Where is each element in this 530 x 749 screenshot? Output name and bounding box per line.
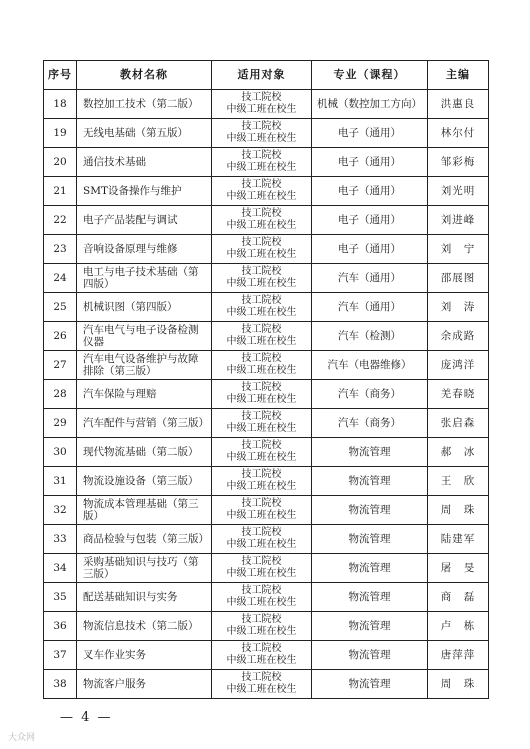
target-audience (212, 612, 312, 641)
textbook-name: 汽车配件与营销（第三版） (77, 409, 212, 438)
target-line: 中级工班在校生 (226, 481, 297, 492)
row-number: 32 (44, 496, 77, 525)
major-course: 物流管理 (312, 438, 428, 467)
chief-editor: 邹彩梅 (428, 148, 489, 177)
chief-editor: 洪惠良 (428, 90, 489, 119)
target-line: 技工院校 (241, 266, 282, 277)
row-number: 38 (44, 670, 77, 699)
table-row (44, 293, 489, 322)
target-audience (212, 583, 312, 612)
target-line: 技工院校 (241, 411, 282, 422)
row-number: 36 (44, 612, 77, 641)
target-audience (212, 670, 312, 699)
table-row (44, 380, 489, 409)
target-line: 中级工班在校生 (226, 423, 297, 434)
major-course: 物流管理 (312, 525, 428, 554)
row-number: 30 (44, 438, 77, 467)
table-row (44, 554, 489, 583)
target-line: 技工院校 (241, 295, 282, 306)
table-row (44, 322, 489, 351)
table-body (44, 90, 489, 699)
target-line: 中级工班在校生 (226, 655, 297, 666)
table-row (44, 351, 489, 380)
table-header-row (44, 61, 489, 90)
chief-editor: 屠 旻 (428, 554, 489, 583)
target-line: 技工院校 (241, 556, 282, 567)
target-audience (212, 380, 312, 409)
header-no: 序号 (44, 61, 77, 90)
row-number: 37 (44, 641, 77, 670)
target-audience (212, 351, 312, 380)
row-number: 25 (44, 293, 77, 322)
target-audience (212, 119, 312, 148)
row-number: 27 (44, 351, 77, 380)
major-course: 物流管理 (312, 583, 428, 612)
target-line: 中级工班在校生 (226, 568, 297, 579)
textbook-name: 音响设备原理与维修 (77, 235, 212, 264)
major-course: 电子（通用） (312, 177, 428, 206)
row-number: 22 (44, 206, 77, 235)
chief-editor: 刘进峰 (428, 206, 489, 235)
textbook-name: 电工与电子技术基础（第四版） (77, 264, 212, 293)
table-row (44, 583, 489, 612)
major-course: 物流管理 (312, 641, 428, 670)
textbook-name: 机械识图（第四版） (77, 293, 212, 322)
target-line: 中级工班在校生 (226, 220, 297, 231)
major-course: 汽车（通用） (312, 264, 428, 293)
row-number: 23 (44, 235, 77, 264)
major-course: 电子（通用） (312, 119, 428, 148)
chief-editor: 羌春晓 (428, 380, 489, 409)
target-line: 技工院校 (241, 179, 282, 190)
target-audience (212, 148, 312, 177)
chief-editor: 周 珠 (428, 670, 489, 699)
row-number: 20 (44, 148, 77, 177)
target-audience (212, 90, 312, 119)
chief-editor: 刘 宁 (428, 235, 489, 264)
table-row (44, 525, 489, 554)
major-course: 汽车（电器维修） (312, 351, 428, 380)
target-audience (212, 496, 312, 525)
textbook-name: 通信技术基础 (77, 148, 212, 177)
target-audience (212, 554, 312, 583)
table-row (44, 612, 489, 641)
target-line: 技工院校 (241, 585, 282, 596)
target-line: 技工院校 (241, 643, 282, 654)
chief-editor: 王 欣 (428, 467, 489, 496)
textbook-name: 现代物流基础（第二版） (77, 438, 212, 467)
major-course: 电子（通用） (312, 206, 428, 235)
textbook-name: 采购基础知识与技巧（第三版） (77, 554, 212, 583)
chief-editor: 余成路 (428, 322, 489, 351)
row-number: 28 (44, 380, 77, 409)
table-row (44, 206, 489, 235)
target-line: 中级工班在校生 (226, 626, 297, 637)
textbook-name: 无线电基础（第五版） (77, 119, 212, 148)
target-audience (212, 177, 312, 206)
table-row (44, 148, 489, 177)
target-audience (212, 525, 312, 554)
major-course: 物流管理 (312, 612, 428, 641)
row-number: 35 (44, 583, 77, 612)
target-line: 中级工班在校生 (226, 307, 297, 318)
page-number: — 4 — (60, 710, 113, 725)
target-line: 中级工班在校生 (226, 249, 297, 260)
major-course: 物流管理 (312, 670, 428, 699)
target-line: 中级工班在校生 (226, 104, 297, 115)
textbook-name: 配送基础知识与实务 (77, 583, 212, 612)
target-line: 技工院校 (241, 614, 282, 625)
row-number: 18 (44, 90, 77, 119)
target-line: 中级工班在校生 (226, 684, 297, 695)
chief-editor: 庞鸿洋 (428, 351, 489, 380)
major-course: 电子（通用） (312, 235, 428, 264)
table-row (44, 496, 489, 525)
header-editor: 主编 (428, 61, 489, 90)
header-major: 专业（课程） (312, 61, 428, 90)
textbook-name: SMT设备操作与维护 (77, 177, 212, 206)
target-line: 中级工班在校生 (226, 510, 297, 521)
textbook-table (43, 60, 489, 699)
target-audience (212, 322, 312, 351)
row-number: 34 (44, 554, 77, 583)
row-number: 19 (44, 119, 77, 148)
table-row (44, 670, 489, 699)
table-row (44, 467, 489, 496)
textbook-name: 数控加工技术（第二版） (77, 90, 212, 119)
textbook-name: 商品检验与包装（第三版） (77, 525, 212, 554)
chief-editor: 林尔付 (428, 119, 489, 148)
major-course: 汽车（通用） (312, 293, 428, 322)
row-number: 24 (44, 264, 77, 293)
target-line: 中级工班在校生 (226, 191, 297, 202)
table-row (44, 641, 489, 670)
target-line: 中级工班在校生 (226, 452, 297, 463)
target-line: 中级工班在校生 (226, 365, 297, 376)
textbook-name: 物流成本管理基础（第三版） (77, 496, 212, 525)
target-audience (212, 641, 312, 670)
target-line: 技工院校 (241, 353, 282, 364)
target-line: 技工院校 (241, 382, 282, 393)
target-line: 中级工班在校生 (226, 539, 297, 550)
table-row (44, 119, 489, 148)
row-number: 29 (44, 409, 77, 438)
row-number: 26 (44, 322, 77, 351)
textbook-name: 物流设施设备（第三版） (77, 467, 212, 496)
table-row (44, 438, 489, 467)
target-audience (212, 235, 312, 264)
row-number: 21 (44, 177, 77, 206)
target-line: 技工院校 (241, 527, 282, 538)
target-line: 技工院校 (241, 672, 282, 683)
chief-editor: 张启森 (428, 409, 489, 438)
target-line: 技工院校 (241, 92, 282, 103)
table-row (44, 409, 489, 438)
target-line: 技工院校 (241, 440, 282, 451)
major-course: 汽车（检测） (312, 322, 428, 351)
chief-editor: 商 磊 (428, 583, 489, 612)
target-line: 技工院校 (241, 469, 282, 480)
target-line: 技工院校 (241, 121, 282, 132)
textbook-name: 叉车作业实务 (77, 641, 212, 670)
chief-editor: 邵展图 (428, 264, 489, 293)
target-line: 中级工班在校生 (226, 394, 297, 405)
target-audience (212, 438, 312, 467)
row-number: 33 (44, 525, 77, 554)
major-course: 物流管理 (312, 554, 428, 583)
major-course: 汽车（商务） (312, 409, 428, 438)
textbook-name: 汽车保险与理赔 (77, 380, 212, 409)
textbook-name: 汽车电气设备维护与故障排除（第三版） (77, 351, 212, 380)
target-line: 技工院校 (241, 208, 282, 219)
row-number: 31 (44, 467, 77, 496)
target-line: 中级工班在校生 (226, 278, 297, 289)
header-name: 教材名称 (77, 61, 212, 90)
table-row (44, 90, 489, 119)
watermark: 大众网 (8, 733, 36, 743)
table-row (44, 235, 489, 264)
target-line: 技工院校 (241, 150, 282, 161)
target-audience (212, 264, 312, 293)
chief-editor: 唐萍萍 (428, 641, 489, 670)
target-line: 中级工班在校生 (226, 336, 297, 347)
table-row (44, 264, 489, 293)
textbook-name: 物流信息技术（第二版） (77, 612, 212, 641)
textbook-name: 汽车电气与电子设备检测仪器 (77, 322, 212, 351)
textbook-name: 电子产品装配与调试 (77, 206, 212, 235)
chief-editor: 周 珠 (428, 496, 489, 525)
target-audience (212, 467, 312, 496)
target-audience (212, 409, 312, 438)
textbook-name: 物流客户服务 (77, 670, 212, 699)
target-line: 技工院校 (241, 237, 282, 248)
target-line: 技工院校 (241, 324, 282, 335)
major-course: 物流管理 (312, 467, 428, 496)
chief-editor: 刘 涛 (428, 293, 489, 322)
major-course: 电子（通用） (312, 148, 428, 177)
major-course: 机械（数控加工方向） (312, 90, 428, 119)
chief-editor: 陆建军 (428, 525, 489, 554)
target-line: 中级工班在校生 (226, 597, 297, 608)
target-audience (212, 293, 312, 322)
target-line: 技工院校 (241, 498, 282, 509)
header-target: 适用对象 (212, 61, 312, 90)
chief-editor: 卢 栋 (428, 612, 489, 641)
chief-editor: 郝 冰 (428, 438, 489, 467)
table-row (44, 177, 489, 206)
target-line: 中级工班在校生 (226, 133, 297, 144)
major-course: 物流管理 (312, 496, 428, 525)
major-course: 汽车（商务） (312, 380, 428, 409)
chief-editor: 刘光明 (428, 177, 489, 206)
target-audience (212, 206, 312, 235)
target-line: 中级工班在校生 (226, 162, 297, 173)
